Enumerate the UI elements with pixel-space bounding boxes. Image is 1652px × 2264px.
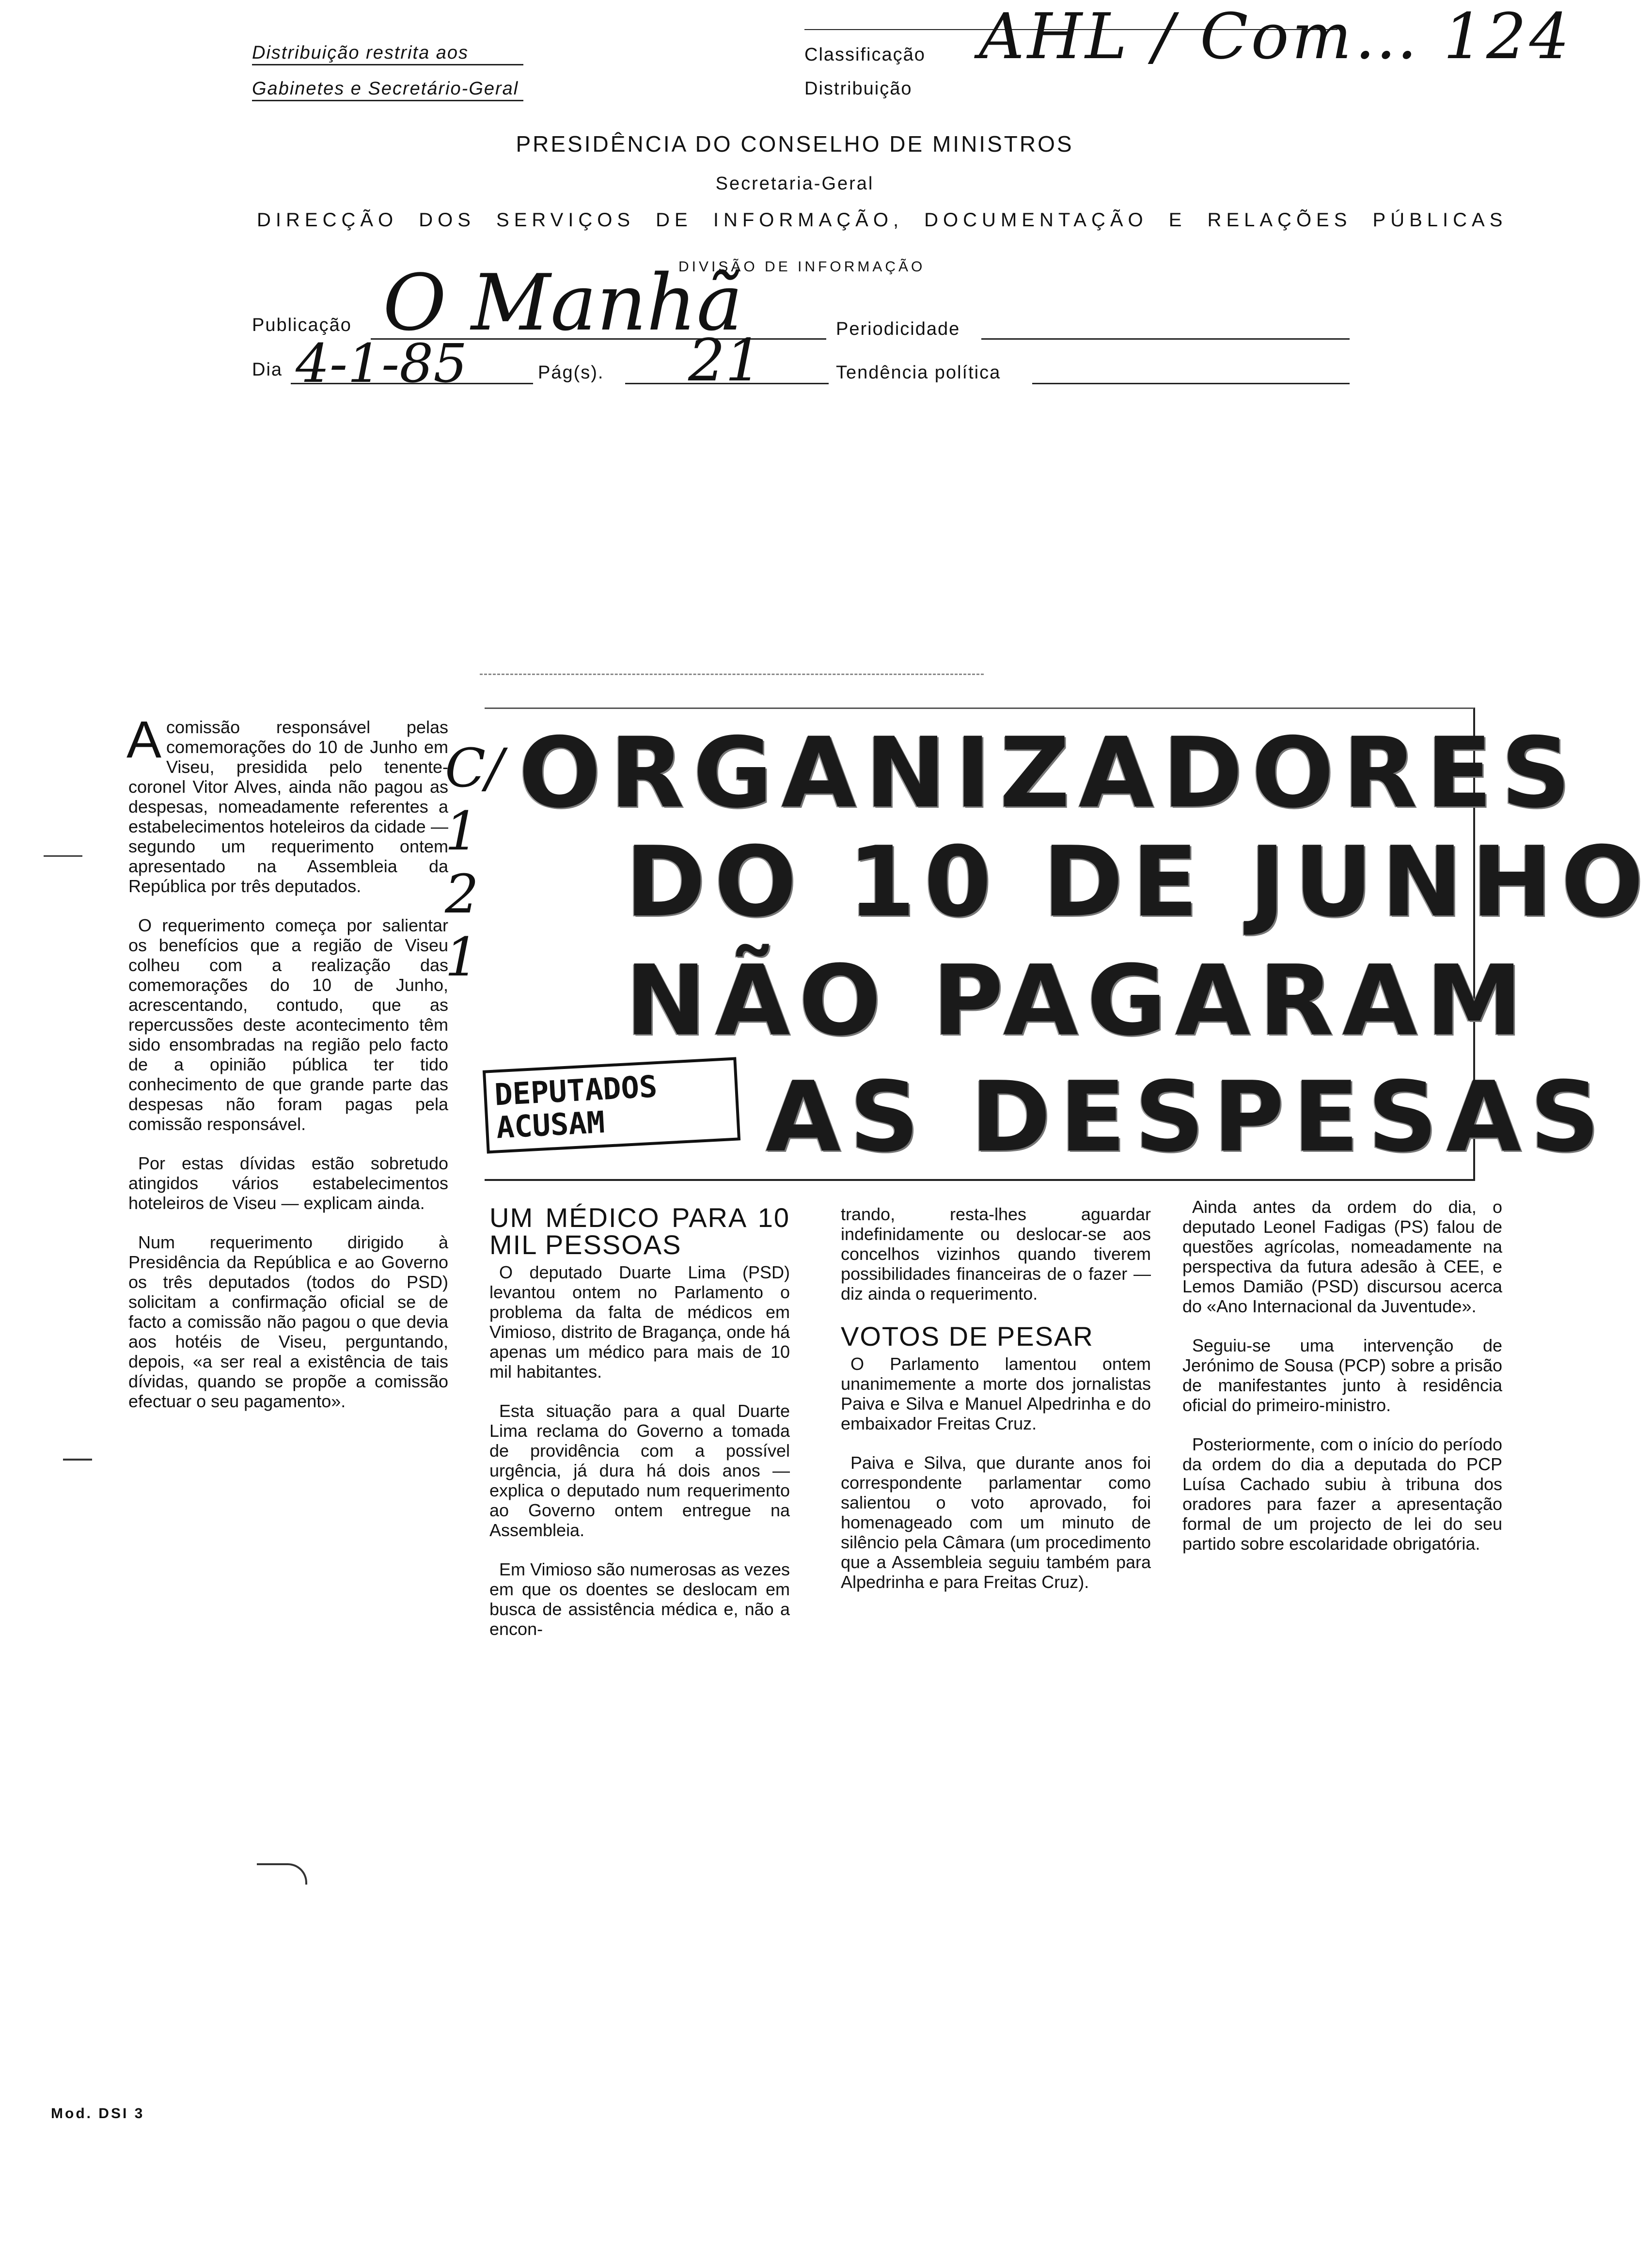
headline-line-4: AS DESPESAS	[766, 1061, 1609, 1174]
article-col3	[841, 1204, 1151, 1611]
headline-line-2: DO 10 DE JUNHO	[625, 826, 1652, 939]
distribution-line-1: Distribuição restrita aos	[252, 43, 469, 63]
scan-mark	[257, 1863, 307, 1885]
col3-p1: trando, resta-lhes aguardar indefinidamente ou deslocar-se aos concelhos vizinhos quando tiverem possibilidades financeiras de o fazer — diz ainda o requerimento.	[841, 1204, 1151, 1304]
article-col4	[1182, 1197, 1502, 1573]
handwritten-archive-note: AHL / Com… 124	[979, 0, 1573, 73]
article-left-p1: comissão responsável pelas comemorações do 10 de Junho em Viseu, presidida pelo tenente-coronel Vitor Alves, ainda não pagou as despesas, nomeadamente referentes a estabelecimentos hoteleiros da cidade — segundo um requerimento ontem apresentado na Assembleia da República por três deputados.	[128, 717, 448, 896]
form-model-code: Mod. DSI 3	[51, 2106, 145, 2122]
col4-p2: Seguiu-se uma intervenção de Jerónimo de Sousa (PCP) sobre a prisão de manifestantes junto à residência oficial do primeiro-ministro.	[1182, 1336, 1502, 1415]
distribution-underline-2	[252, 100, 523, 101]
periodicidade-underline	[981, 338, 1350, 340]
drop-cap: A	[126, 710, 162, 769]
scan-mark	[44, 855, 82, 857]
tendencia-label: Tendência política	[836, 362, 1001, 383]
ministry-title: PRESIDÊNCIA DO CONSELHO DE MINISTROS	[516, 131, 1074, 157]
col2-heading: UM MÉDICO PARA 10 MIL PESSOAS	[489, 1202, 790, 1260]
col2-p3: Em Vimioso são numerosas as vezes em que os doentes se deslocam em busca de assistência médica e, não a encon-	[489, 1559, 790, 1639]
article-left-p2: O requerimento começa por salientar os benefícios que a região de Viseu colheu com a realização das comemorações do 10 de Junho, acrescentando, contudo, que as repercussões deste acontecimento têm sido ensombradas na região pelo facto de a opinião pública ter tido conhecimento de que grande parte das despesas não foram pagas pela comissão responsável.	[128, 915, 448, 1134]
deputados-acusam-stamp	[483, 1057, 740, 1153]
tendencia-underline	[1032, 383, 1350, 384]
pags-value: 21	[688, 327, 762, 394]
stamp-line-1: DEPUTADOS	[493, 1069, 658, 1113]
article-left-p4: Num requerimento dirigido à Presidência da República e ao Governo os três deputados (todos do PSD) solicitam a confirmação oficial se de facto a comissão não pagou o que devia aos hotéis de Viseu, perguntando, depois, «a ser real a existência de tais dívidas, quando se propõe a comissão efectuar o seu pagamento».	[128, 1232, 448, 1411]
col3-p2: O Parlamento lamentou ontem unanimemente a morte dos jornalistas Paiva e Silva e Manuel Alpedrinha e do embaixador Freitas Cruz.	[841, 1354, 1151, 1433]
dia-value: 4-1-85	[296, 332, 468, 394]
scan-mark	[63, 1459, 92, 1461]
distribution-underline-1	[252, 64, 523, 65]
distribuicao-label: Distribuição	[804, 79, 913, 99]
ministry-subtitle: Secretaria-Geral	[715, 173, 874, 194]
classificacao-label: Classificação	[804, 45, 926, 65]
margin-handwritten-note: C/1 21	[445, 737, 504, 988]
article-left-p3: Por estas dívidas estão sobretudo atingidos vários estabelecimentos hoteleiros de Viseu — explicam ainda.	[128, 1153, 448, 1213]
col4-p1: Ainda antes da ordem do dia, o deputado Leonel Fadigas (PS) falou de questões agrícolas, nomeadamente na perspectiva da futura adesão à CEE, e Lemos Damião (PSD) discursou acerca do «Ano Internacional da Juventude».	[1182, 1197, 1502, 1316]
headline-line-1: ORGANIZADORES	[519, 717, 1580, 830]
publicacao-value: O Manhã	[383, 257, 743, 348]
col3-p3: Paiva e Silva, que durante anos foi correspondente parlamentar como salientou o voto aprovado, foi homenageado com um minuto de silêncio pela Câmara (um procedimento que a Assembleia seguiu também para Alpedrinha e para Freitas Cruz).	[841, 1453, 1151, 1592]
col2-p1: O deputado Duarte Lima (PSD) levantou ontem no Parlamento o problema da falta de médicos em Vimioso, distrito de Bragança, onde há apenas um médico para mais de 10 mil habitantes.	[489, 1262, 790, 1382]
distribution-line-2: Gabinetes e Secretário-Geral	[252, 79, 519, 99]
headline-line-3: NÃO PAGARAM	[625, 944, 1531, 1057]
stamp-line-2: ACUSAM	[495, 1104, 606, 1146]
col3-heading: VOTOS DE PESAR	[841, 1321, 1094, 1352]
article-left-column	[126, 710, 448, 1431]
direcao-line: DIRECÇÃO DOS SERVIÇOS DE INFORMAÇÃO, DOCUMENTAÇÃO E RELAÇÕES PÚBLICAS	[257, 209, 1508, 231]
col2-p2: Esta situação para a qual Duarte Lima reclama do Governo a tomada de providência com a possível urgência, já dura há dois anos — explica o deputado num requerimento ao Governo ontem entregue na Assembleia.	[489, 1401, 790, 1540]
dia-label: Dia	[252, 360, 283, 380]
publicacao-label: Publicação	[252, 315, 352, 335]
periodicidade-label: Periodicidade	[836, 319, 960, 339]
article-col2	[489, 1204, 790, 1658]
divisao-label: DIVISÃO DE INFORMAÇÃO	[678, 259, 926, 275]
pags-label: Pág(s).	[538, 362, 604, 383]
clipping-cut-line	[480, 674, 984, 675]
col4-p3: Posteriormente, com o início do período da ordem do dia a deputada do PCP Luísa Cachado subiu à tribuna dos oradores para fazer a apresentação formal de um projecto de lei do seu partido sobre escolaridade obrigatória.	[1182, 1434, 1502, 1554]
